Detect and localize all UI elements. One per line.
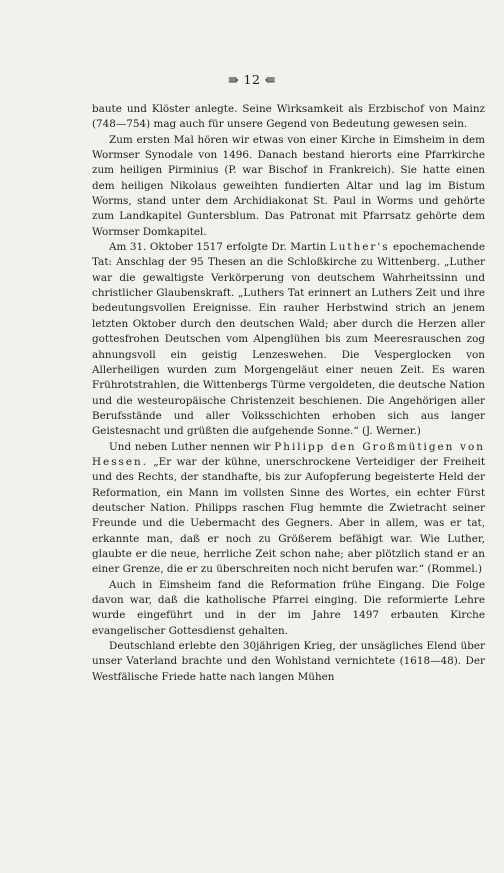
paragraph-5 [92,578,485,639]
paragraph-2 [92,133,485,240]
philipp-name-spaced: Philipp den Großmütigen von Hessen. [92,440,485,468]
paragraph-1-text: baute und Klöster anlegte. Seine Wirksamkeit als Erzbischof von Mainz (748—754) mag auch für unsere Gegend von Bedeutung gewesen sein. [92,103,485,131]
page-number-header: ⇛ 12 ⇚ [228,72,276,87]
paragraph-4-text-b: „Er war der kühne, unerschrockene Verteidiger der Freiheit und des Rechts, der standhafte, bis zur Aufopferung begeisterte Held der Reformation, ein Mann im vollsten Sinne des Wortes, ein echter Fürst deutscher Nation. Philipps raschen Flug hemmte die Zwietracht seiner Freunde und die Uebermacht des Gegners. Aber in allem, was er tat, erkannte man, daß er noch zu Größerem befähigt war. Wie Luther, glaubte er die neue, herrliche Zeit schon nahe; aber plötzlich stand er an einer Grenze, die er zu überschreiten noch nicht berufen war.“ (Rommel.) [92,455,485,576]
paragraph-4 [92,440,485,578]
paragraph-2-text: Zum ersten Mal hören wir etwas von einer Kirche in Eimsheim in dem Wormser Synodale von 1496. Danach bestand hierorts eine Pfarrkirche zum heiligen Pirminius (P. war Bischof in Frankreich). Sie hatte einen dem heiligen Nikolaus geweihten fundierten Altar und lag im Bistum Worms, stand unter dem Archidiakonat St. Paul in Worms und gehörte zum Landkapitel Guntersblum. Das Patronat mit Pfarrsatz gehörte dem Wormser Domkapitel. [92,133,485,238]
paragraph-3 [92,240,485,439]
luther-name-spaced: Luther's [329,241,390,254]
body-text [92,102,485,685]
paragraph-3-text-b: epochemachende Tat: Anschlag der 95 Thesen an die Schloßkirche zu Wittenberg. „Luther war die gewaltigste Verkörperung von deutschem Wahrheitssinn und christlicher Glaubenskraft. „Luthers Tat erinnert an Luthers Zeit und ihre bedeutungsvollen Ereignisse. Ein rauher Herbstwind strich an jenem letzten Oktober durch den deutschen Wald; aber durch die Herzen aller gottesfrohen Deutschen vom Alpenglühen bis zum Meeresrauschen zog ahnungsvoll ein geistig Lenzeswehen. Die Vesperglocken von Allerheiligen wurden zum Morgengeläut einer neuen Zeit. Es waren Frührotstrahlen, die Wittenbergs Türme vergoldeten, die deutsche Nation und die westeuropäische Christenzeit beschienen. Die Angehörigen aller Berufsstände und aller Volksschichten erhoben sich aus langer Geistesnacht und grüßten die aufgehende Sonne.“ (J. Werner.) [92,241,485,438]
paragraph-1 [92,102,485,133]
paragraph-5-text: Auch in Eimsheim fand die Reformation frühe Eingang. Die Folge davon war, daß die katholische Pfarrei einging. Die reformierte Lehre wurde eingeführt und in der im Jahre 1497 erbauten Kirche evangelischer Gottesdienst gehalten. [92,578,485,637]
paragraph-6-text: Deutschland erlebte den 30jährigen Krieg, der unsägliches Elend über unser Vaterland brachte und den Wohlstand vernichtete (1618—48). Der Westfälische Friede hatte nach langen Mühen [92,640,485,683]
paragraph-4-text-a: Und neben Luther nennen wir [109,440,275,453]
paragraph-3-text-a: Am 31. Oktober 1517 erfolgte Dr. Martin [109,241,330,254]
paragraph-6 [92,639,485,685]
